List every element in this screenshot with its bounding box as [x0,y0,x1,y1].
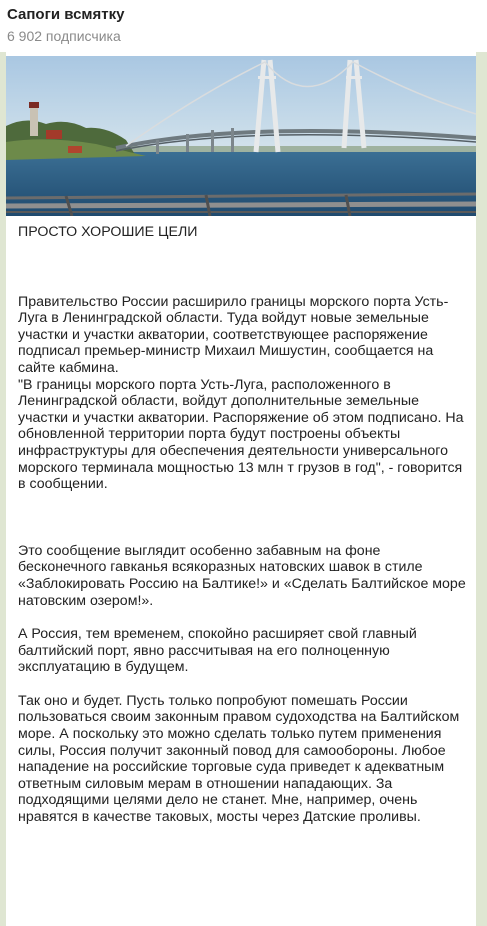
post-paragraph: А Россия, тем временем, спокойно расширяет свой главный балтийский порт, явно рассчитывая на его полноценную эксплуатацию в будущем. [18,626,417,676]
post-title: ПРОСТО ХОРОШИЕ ЦЕЛИ [18,224,198,240]
post-photo[interactable] [6,56,476,216]
post-paragraph: Это сообщение выглядит особенно забавным на фоне бесконечного гавканья всякоразных натовских шавок в стиле «Заблокировать Россию на Балтике!» и «Сделать Балтийское море натовским озером!». [18,542,466,609]
channel-header[interactable] [0,0,487,52]
chat-area [0,52,487,926]
post-paragraph: Правительство России расширило границы морского порта Усть-Луга в Ленинградской области. Туда войдут новые земельные участки и участки акватории, соответствующее распоряжение подписал премьер-министр Михаил Мишустин, сообщается на сайте кабмина. "В границы морского порта Усть-Луга, расположенного в Ленинградской области, войдут дополнительные земельные участки и участки акватории. Распоряжение об этом подписано. На обновленной территории порта будут построены объекты инфраструктуры для обеспечения деятельности универсального морского терминала мощностью 13 млн т грузов в год", - говорится в сообщении. [18,293,464,493]
message-bubble [6,52,476,926]
subscriber-count: 6 902 подписчика [7,28,121,44]
post-paragraph: Так оно и будет. Пусть только попробуют помешать России пользоваться своим законным правом судоходства на Балтийском море. А поскольку это можно сделать только путем применения силы, Россия получит законный повод для самообороны. Любое нападение на российские торговые суда приведет к адекватным ответным силовым мерам в отношении нападающих. За подходящими целями дело не станет. Мне, например, очень нравятся в качестве таковых, мосты через Датские проливы. [18,692,460,826]
post-text [18,224,470,826]
channel-title[interactable]: Сапоги всмятку [7,6,125,23]
